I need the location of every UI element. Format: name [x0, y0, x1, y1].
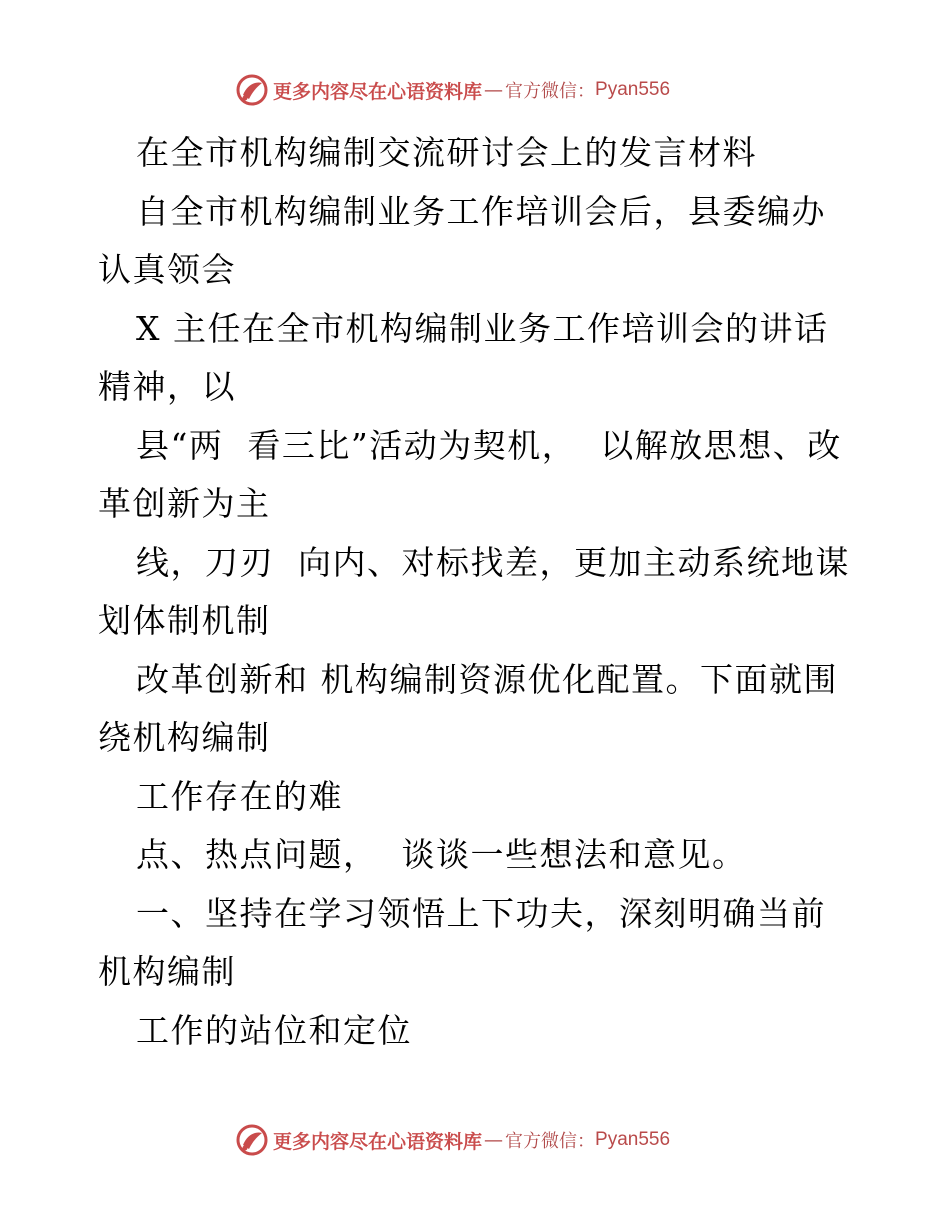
paragraph: 改革创新和 机构编制资源优化配置。下面就围绕机构编制 [98, 659, 838, 757]
watermark-wechat-id: Pyan556 [595, 1129, 671, 1150]
watermark-wechat-label: 官方微信： [505, 81, 596, 102]
paragraph: 点、热点问题， 谈谈一些想法和意见。 [136, 835, 747, 874]
watermark-wechat-id: Pyan556 [595, 79, 671, 100]
watermark-wechat-label: 官方微信： [505, 1131, 596, 1152]
paragraph: 线，刀刃 向内、对标找差，更加主动系统地谋划体制机制 [98, 542, 850, 640]
document-title: 在全市机构编制交流研讨会上的发言材料 [136, 133, 757, 172]
section-heading: 一、坚持在学习领悟上下功夫，深刻明确当前机构编制 [98, 893, 826, 991]
red-brush-seal-icon [235, 73, 269, 107]
header-watermark [235, 73, 670, 107]
paragraph: 工作存在的难 [136, 776, 343, 816]
watermark-brand-text: 更多内容尽在心语资料库 [273, 80, 483, 103]
footer-watermark [235, 1123, 670, 1157]
paragraph: 工作的站位和定位 [136, 1010, 412, 1050]
paragraph: 自全市机构编制业务工作培训会后，县委编办认真领会 [98, 191, 826, 289]
red-brush-seal-icon [235, 1123, 269, 1157]
watermark-brand-text: 更多内容尽在心语资料库 [273, 1130, 483, 1153]
paragraph: 县“两 看三比”活动为契机， 以解放思想、改革创新为主 [98, 425, 842, 523]
watermark-separator: — [484, 1129, 504, 1151]
document-body [98, 124, 858, 1060]
paragraph: X 主任在全市机构编制业务工作培训会的讲话精神，以 [98, 308, 829, 406]
watermark-separator: — [484, 79, 504, 101]
